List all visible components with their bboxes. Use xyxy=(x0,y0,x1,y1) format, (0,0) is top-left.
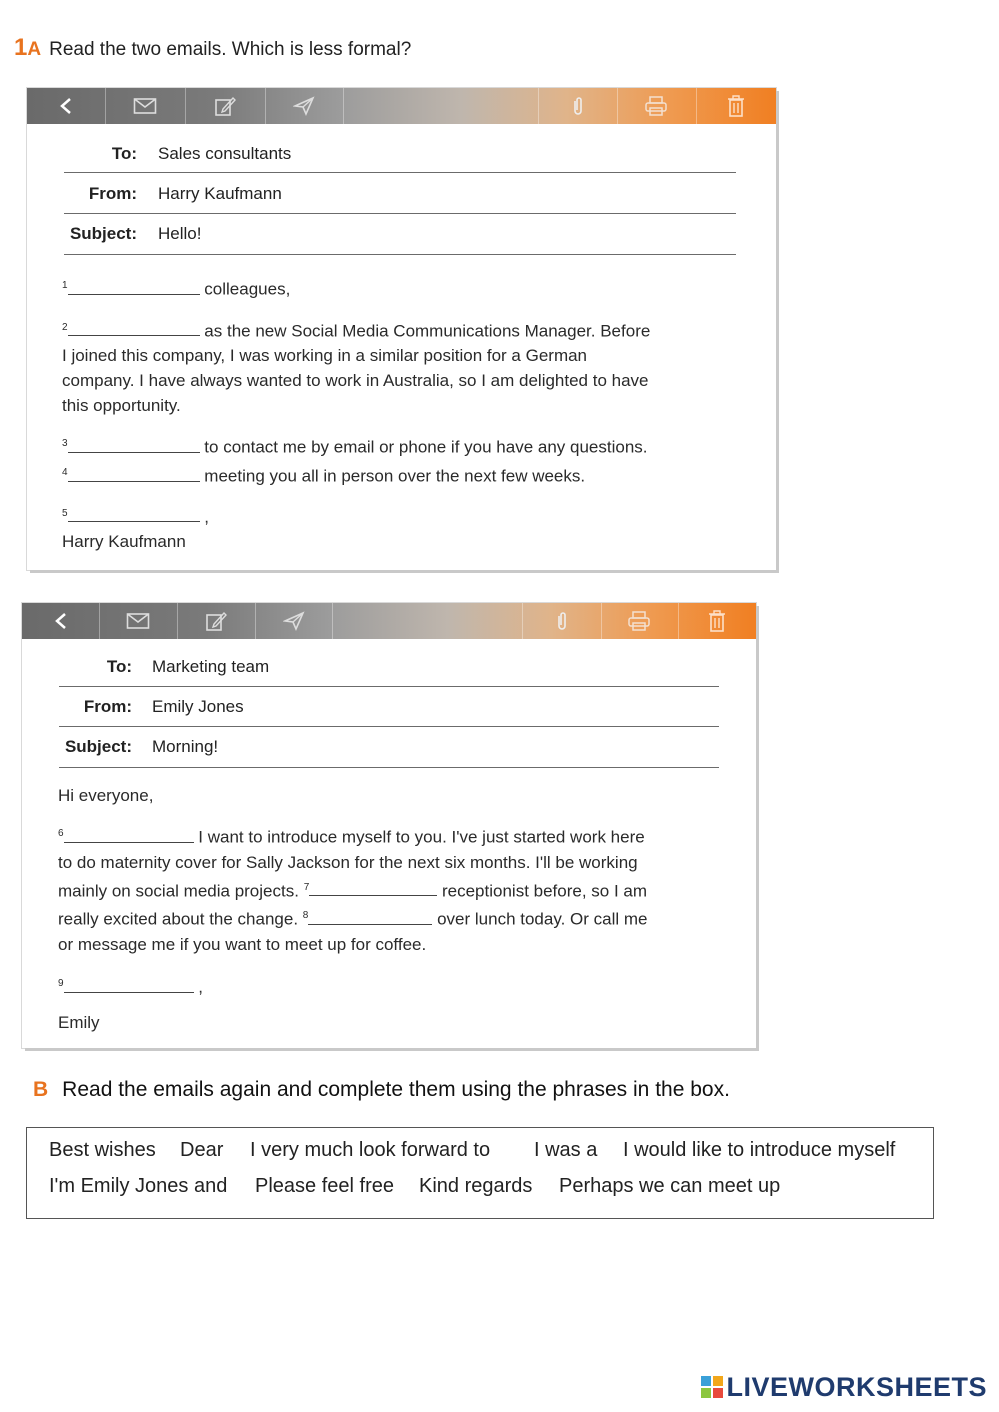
body-line xyxy=(58,821,748,850)
subject-row xyxy=(27,224,201,244)
exercise-b-instruction: Read the emails again and complete them using the phrases in the box. xyxy=(62,1078,730,1101)
from-row xyxy=(22,697,244,717)
subject-row xyxy=(22,737,218,757)
send-button[interactable] xyxy=(255,603,333,639)
to-row xyxy=(22,657,269,677)
gap-9[interactable] xyxy=(64,978,194,993)
body-line xyxy=(58,875,748,904)
mail-button[interactable] xyxy=(99,603,178,639)
divider xyxy=(59,767,719,768)
gap-number: 9 xyxy=(58,977,64,989)
divider xyxy=(64,213,736,214)
body-text: meeting you all in person over the next few weeks. xyxy=(204,466,586,486)
divider xyxy=(64,254,736,255)
email-card-2 xyxy=(22,603,756,1048)
body-line xyxy=(58,903,748,932)
email-body xyxy=(62,273,762,554)
subject-value: Morning! xyxy=(152,737,219,756)
greeting: Hi everyone, xyxy=(58,786,154,805)
exercise-a-instruction: Read the two emails. Which is less formal? xyxy=(49,39,412,60)
envelope-icon xyxy=(126,612,150,630)
exercise-letter: B xyxy=(33,1078,49,1101)
exercise-a-heading xyxy=(14,34,411,62)
print-icon xyxy=(627,611,651,631)
to-value: Sales consultants xyxy=(158,144,292,163)
to-value: Marketing team xyxy=(152,657,270,676)
body-text: as the new Social Media Communications Manager. Before xyxy=(204,321,651,341)
to-label: To: xyxy=(111,144,137,163)
body-line xyxy=(62,315,762,344)
to-row xyxy=(27,144,291,164)
exercise-number: 1 xyxy=(14,34,28,61)
trash-icon xyxy=(727,95,745,117)
to-label: To: xyxy=(106,657,132,676)
email-body xyxy=(58,783,748,1035)
gap-number: 8 xyxy=(302,910,309,922)
attach-button[interactable] xyxy=(522,603,602,639)
body-text: this opportunity. xyxy=(62,396,181,416)
liveworksheets-logo[interactable] xyxy=(701,1372,987,1403)
subject-label: Subject: xyxy=(64,737,132,756)
delete-button[interactable] xyxy=(696,88,776,124)
send-icon xyxy=(293,96,315,116)
phrase-item[interactable]: Best wishes xyxy=(49,1139,156,1161)
body-text: , xyxy=(204,507,210,527)
body-text: really excited about the change. xyxy=(58,909,299,929)
body-text: to do maternity cover for Sally Jackson for the next six months. I'll be working xyxy=(58,852,638,872)
envelope-icon xyxy=(133,97,157,115)
email-card-1 xyxy=(27,88,776,570)
back-arrow-icon xyxy=(54,612,68,630)
body-line xyxy=(62,431,762,460)
body-line xyxy=(62,273,762,302)
send-icon xyxy=(283,611,305,631)
body-text: receptionist before, so I am xyxy=(441,881,648,901)
back-arrow-icon xyxy=(59,97,73,115)
signature: Harry Kaufmann xyxy=(62,532,186,552)
delete-button[interactable] xyxy=(678,603,756,639)
email-toolbar xyxy=(27,88,776,124)
divider xyxy=(64,172,736,173)
logo-mark-icon xyxy=(701,1376,723,1398)
gap-5[interactable] xyxy=(68,507,200,522)
gap-1[interactable] xyxy=(68,280,200,295)
mail-button[interactable] xyxy=(105,88,186,124)
gap-number: 6 xyxy=(58,828,64,839)
phrase-item[interactable]: Kind regards xyxy=(419,1175,533,1197)
gap-3[interactable] xyxy=(68,438,200,453)
divider xyxy=(59,726,719,727)
body-text: mainly on social media projects. xyxy=(58,881,299,901)
gap-4[interactable] xyxy=(68,467,200,482)
body-text: company. I have always wanted to work in Australia, so I am delighted to have xyxy=(62,371,649,391)
print-icon xyxy=(644,96,668,116)
body-text: I want to introduce myself to you. I've just started work here xyxy=(198,827,645,847)
phrase-item[interactable]: I would like to introduce myself xyxy=(623,1139,896,1161)
gap-2[interactable] xyxy=(68,321,200,336)
gap-8[interactable] xyxy=(308,910,432,925)
phrase-item[interactable]: Perhaps we can meet up xyxy=(559,1175,781,1197)
body-text: colleagues, xyxy=(204,279,291,299)
gap-number: 7 xyxy=(303,881,310,893)
gap-7[interactable] xyxy=(309,881,437,896)
body-text: , xyxy=(198,977,204,997)
gap-number: 3 xyxy=(62,438,68,450)
attach-button[interactable] xyxy=(538,88,618,124)
body-text: over lunch today. Or call me xyxy=(437,909,648,929)
divider xyxy=(59,686,719,687)
phrase-box xyxy=(26,1127,934,1219)
phrase-item[interactable]: I'm Emily Jones and xyxy=(49,1175,228,1197)
phrase-item[interactable]: Dear xyxy=(180,1139,224,1161)
email-toolbar xyxy=(22,603,756,639)
phrase-item[interactable]: I very much look forward to xyxy=(250,1139,491,1161)
from-row xyxy=(27,184,282,204)
back-button[interactable] xyxy=(27,88,106,124)
compose-button[interactable] xyxy=(185,88,266,124)
exercise-b-heading xyxy=(33,1078,730,1102)
body-text: I joined this company, I was working in a similar position for a German xyxy=(62,346,588,366)
attachment-icon xyxy=(556,610,568,632)
from-label: From: xyxy=(88,184,137,203)
attachment-icon xyxy=(572,95,584,117)
subject-value: Hello! xyxy=(158,224,202,243)
gap-number: 5 xyxy=(62,507,68,519)
compose-icon xyxy=(214,95,236,117)
print-button[interactable] xyxy=(616,88,697,124)
phrase-item[interactable]: Please feel free xyxy=(255,1175,394,1197)
from-label: From: xyxy=(83,697,132,716)
exercise-letter: A xyxy=(27,39,42,60)
subject-label: Subject: xyxy=(69,224,137,243)
back-button[interactable] xyxy=(22,603,100,639)
body-line xyxy=(62,460,762,489)
body-text: or message me if you want to meet up for coffee. xyxy=(58,934,427,954)
from-value: Harry Kaufmann xyxy=(158,184,282,203)
gap-number: 2 xyxy=(62,321,68,333)
body-line xyxy=(58,971,748,1000)
compose-button[interactable] xyxy=(177,603,256,639)
from-value: Emily Jones xyxy=(152,697,244,716)
body-text: to contact me by email or phone if you have any questions. xyxy=(204,437,648,457)
compose-icon xyxy=(205,610,227,632)
body-line xyxy=(62,501,762,530)
logo-text: LIVEWORKSHEETS xyxy=(726,1372,987,1402)
gap-number: 4 xyxy=(62,466,68,478)
send-button[interactable] xyxy=(265,88,344,124)
print-button[interactable] xyxy=(600,603,679,639)
signature: Emily xyxy=(58,1012,100,1032)
gap-6[interactable] xyxy=(64,828,194,843)
trash-icon xyxy=(708,610,726,632)
gap-number: 1 xyxy=(62,280,68,291)
phrase-item[interactable]: I was a xyxy=(534,1139,598,1161)
